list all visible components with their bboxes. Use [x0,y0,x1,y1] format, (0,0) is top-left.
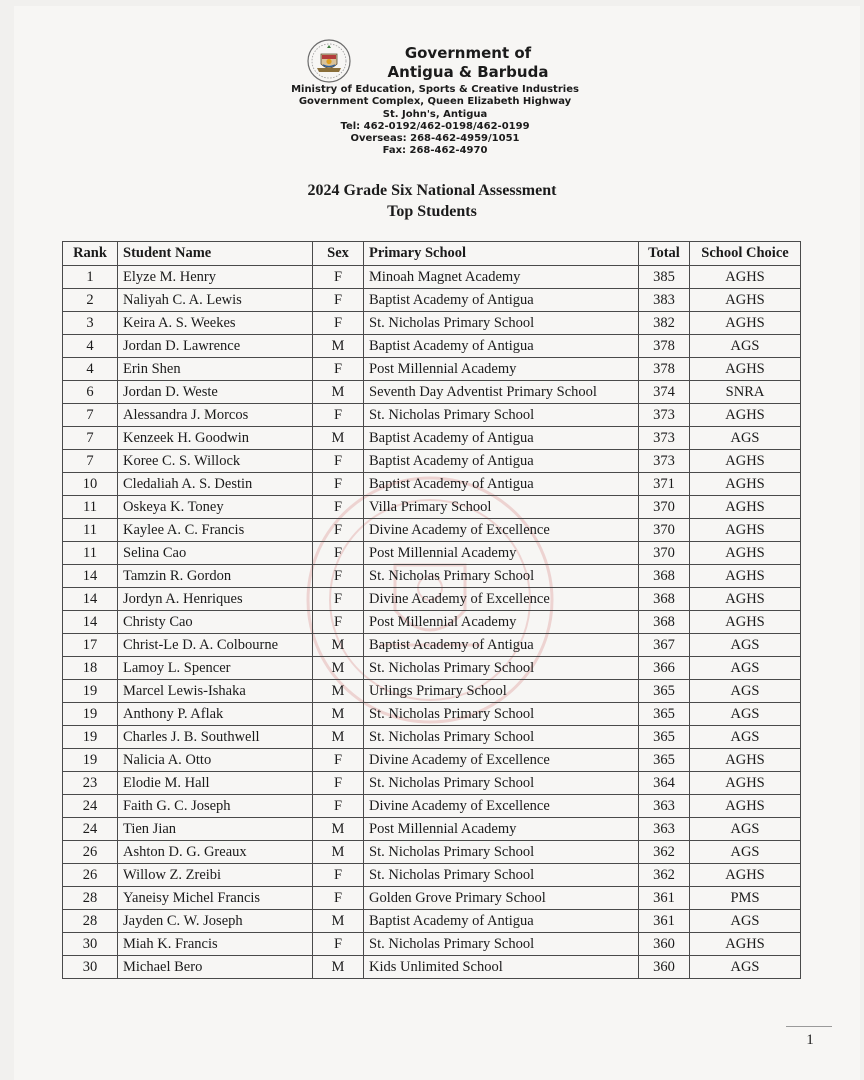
ministry-name: Ministry of Education, Sports & Creative Industries [291,84,579,95]
table-row [63,772,801,795]
cell-total: 361 [639,887,690,910]
cell-rank: 19 [63,703,118,726]
cell-rank: 17 [63,634,118,657]
cell-school-choice: AGHS [690,565,801,588]
cell-primary-school: St. Nicholas Primary School [364,312,639,335]
cell-school-choice: AGS [690,634,801,657]
cell-sex: F [313,795,364,818]
cell-total: 363 [639,795,690,818]
cell-total: 382 [639,312,690,335]
table-row [63,312,801,335]
cell-student-name: Michael Bero [118,956,313,979]
cell-student-name: Ashton D. G. Greaux [118,841,313,864]
cell-sex: M [313,818,364,841]
table-row [63,680,801,703]
cell-sex: F [313,772,364,795]
cell-sex: M [313,841,364,864]
cell-sex: F [313,749,364,772]
assessment-subtitle: Top Students [387,203,477,220]
cell-primary-school: Baptist Academy of Antigua [364,450,639,473]
cell-student-name: Jordan D. Lawrence [118,335,313,358]
cell-school-choice: AGHS [690,933,801,956]
cell-rank: 26 [63,841,118,864]
cell-sex: F [313,887,364,910]
footer-divider [786,1026,832,1027]
table-row [63,496,801,519]
cell-sex: F [313,864,364,887]
cell-primary-school: Seventh Day Adventist Primary School [364,381,639,404]
table-row [63,358,801,381]
cell-primary-school: Baptist Academy of Antigua [364,910,639,933]
cell-rank: 4 [63,358,118,381]
cell-school-choice: AGS [690,910,801,933]
table-row [63,542,801,565]
header-school-choice: School Choice [690,242,801,266]
table-row [63,634,801,657]
cell-rank: 19 [63,749,118,772]
cell-rank: 11 [63,542,118,565]
table-row [63,611,801,634]
cell-sex: M [313,381,364,404]
cell-primary-school: Urlings Primary School [364,680,639,703]
ministry-contact-block [270,84,600,158]
address-line-1: Government Complex, Queen Elizabeth Highway [298,96,572,108]
cell-student-name: Christy Cao [118,611,313,634]
cell-student-name: Yaneisy Michel Francis [118,887,313,910]
header-total: Total [639,242,690,266]
cell-school-choice: AGHS [690,519,801,542]
cell-rank: 6 [63,381,118,404]
cell-primary-school: Baptist Academy of Antigua [364,289,639,312]
fax: Fax: 268-462-4970 [382,145,488,157]
cell-student-name: Kenzeek H. Goodwin [118,427,313,450]
cell-student-name: Jordyn A. Henriques [118,588,313,611]
cell-total: 360 [639,933,690,956]
cell-primary-school: Post Millennial Academy [364,358,639,381]
cell-sex: F [313,565,364,588]
cell-school-choice: PMS [690,887,801,910]
cell-total: 365 [639,749,690,772]
cell-sex: F [313,542,364,565]
cell-primary-school: Kids Unlimited School [364,956,639,979]
cell-sex: F [313,473,364,496]
table-row [63,749,801,772]
cell-total: 367 [639,634,690,657]
cell-sex: M [313,956,364,979]
table-row [63,657,801,680]
header-sex: Sex [313,242,364,266]
table-row [63,565,801,588]
cell-school-choice: AGS [690,427,801,450]
cell-student-name: Willow Z. Zreibi [118,864,313,887]
cell-sex: F [313,519,364,542]
cell-rank: 26 [63,864,118,887]
government-line-1: Government of [404,44,532,62]
cell-total: 368 [639,565,690,588]
table-row [63,910,801,933]
cell-rank: 24 [63,795,118,818]
cell-primary-school: Divine Academy of Excellence [364,749,639,772]
top-students-table [62,241,801,979]
cell-total: 378 [639,358,690,381]
cell-sex: F [313,450,364,473]
table-row [63,933,801,956]
cell-total: 383 [639,289,690,312]
government-title [368,44,568,82]
table-row [63,473,801,496]
cell-school-choice: AGHS [690,289,801,312]
cell-student-name: Keira A. S. Weekes [118,312,313,335]
cell-primary-school: St. Nicholas Primary School [364,933,639,956]
cell-primary-school: Villa Primary School [364,496,639,519]
cell-rank: 28 [63,910,118,933]
cell-student-name: Elodie M. Hall [118,772,313,795]
table-header-row [63,242,801,266]
cell-school-choice: AGHS [690,588,801,611]
cell-school-choice: AGHS [690,795,801,818]
table-row [63,956,801,979]
cell-rank: 4 [63,335,118,358]
table-row [63,795,801,818]
cell-school-choice: AGS [690,726,801,749]
cell-student-name: Jayden C. W. Joseph [118,910,313,933]
cell-total: 365 [639,703,690,726]
cell-primary-school: St. Nicholas Primary School [364,726,639,749]
cell-rank: 30 [63,956,118,979]
cell-rank: 14 [63,611,118,634]
assessment-title: 2024 Grade Six National Assessment [307,182,557,199]
table-row [63,335,801,358]
cell-sex: F [313,496,364,519]
cell-primary-school: Baptist Academy of Antigua [364,427,639,450]
table-row [63,450,801,473]
cell-rank: 19 [63,726,118,749]
header-rank: Rank [63,242,118,266]
cell-primary-school: Post Millennial Academy [364,542,639,565]
cell-primary-school: Baptist Academy of Antigua [364,634,639,657]
cell-total: 364 [639,772,690,795]
address-line-2: St. John's, Antigua [382,108,488,120]
cell-sex: F [313,588,364,611]
cell-student-name: Naliyah C. A. Lewis [118,289,313,312]
cell-rank: 14 [63,588,118,611]
cell-school-choice: AGHS [690,312,801,335]
cell-total: 362 [639,841,690,864]
cell-school-choice: AGS [690,335,801,358]
cell-student-name: Tamzin R. Gordon [118,565,313,588]
table-row [63,703,801,726]
cell-total: 373 [639,404,690,427]
cell-primary-school: St. Nicholas Primary School [364,657,639,680]
cell-primary-school: Divine Academy of Excellence [364,795,639,818]
cell-student-name: Koree C. S. Willock [118,450,313,473]
cell-school-choice: AGHS [690,358,801,381]
table-row [63,588,801,611]
cell-school-choice: AGS [690,818,801,841]
cell-school-choice: SNRA [690,381,801,404]
cell-student-name: Christ-Le D. A. Colbourne [118,634,313,657]
cell-rank: 24 [63,818,118,841]
header-primary-school: Primary School [364,242,639,266]
cell-primary-school: St. Nicholas Primary School [364,841,639,864]
overseas-phone: Overseas: 268-462-4959/1051 [350,133,520,145]
cell-rank: 14 [63,565,118,588]
cell-primary-school: St. Nicholas Primary School [364,772,639,795]
cell-rank: 2 [63,289,118,312]
cell-school-choice: AGS [690,680,801,703]
table-row [63,818,801,841]
table-row [63,726,801,749]
cell-school-choice: AGHS [690,496,801,519]
cell-sex: M [313,427,364,450]
cell-primary-school: Golden Grove Primary School [364,887,639,910]
cell-rank: 23 [63,772,118,795]
table-body [63,266,801,979]
cell-school-choice: AGHS [690,473,801,496]
cell-school-choice: AGS [690,657,801,680]
cell-primary-school: Post Millennial Academy [364,818,639,841]
cell-sex: M [313,726,364,749]
telephone: Tel: 462-0192/462-0198/462-0199 [340,120,530,132]
cell-sex: M [313,657,364,680]
cell-total: 373 [639,450,690,473]
cell-school-choice: AGHS [690,864,801,887]
cell-rank: 10 [63,473,118,496]
cell-total: 365 [639,680,690,703]
header-student-name: Student Name [118,242,313,266]
cell-primary-school: St. Nicholas Primary School [364,565,639,588]
cell-total: 368 [639,611,690,634]
table-row [63,266,801,289]
table-row [63,427,801,450]
table-row [63,519,801,542]
cell-rank: 30 [63,933,118,956]
cell-student-name: Kaylee A. C. Francis [118,519,313,542]
table-row [63,381,801,404]
cell-primary-school: Divine Academy of Excellence [364,588,639,611]
cell-school-choice: AGHS [690,542,801,565]
cell-school-choice: AGHS [690,266,801,289]
cell-student-name: Alessandra J. Morcos [118,404,313,427]
cell-student-name: Charles J. B. Southwell [118,726,313,749]
cell-total: 370 [639,542,690,565]
cell-total: 368 [639,588,690,611]
cell-total: 362 [639,864,690,887]
cell-sex: M [313,910,364,933]
cell-sex: M [313,680,364,703]
cell-school-choice: AGS [690,841,801,864]
cell-student-name: Elyze M. Henry [118,266,313,289]
cell-primary-school: Post Millennial Academy [364,611,639,634]
cell-total: 385 [639,266,690,289]
cell-rank: 19 [63,680,118,703]
cell-rank: 3 [63,312,118,335]
cell-student-name: Selina Cao [118,542,313,565]
cell-school-choice: AGS [690,703,801,726]
cell-school-choice: AGHS [690,404,801,427]
cell-primary-school: St. Nicholas Primary School [364,703,639,726]
cell-sex: F [313,312,364,335]
cell-rank: 1 [63,266,118,289]
cell-student-name: Nalicia A. Otto [118,749,313,772]
cell-sex: F [313,289,364,312]
cell-sex: F [313,611,364,634]
cell-total: 365 [639,726,690,749]
cell-school-choice: AGHS [690,450,801,473]
cell-school-choice: AGHS [690,611,801,634]
cell-sex: F [313,404,364,427]
cell-total: 370 [639,519,690,542]
cell-total: 363 [639,818,690,841]
cell-student-name: Faith G. C. Joseph [118,795,313,818]
cell-student-name: Erin Shen [118,358,313,381]
cell-primary-school: Baptist Academy of Antigua [364,335,639,358]
document-title [220,180,644,222]
government-line-2: Antigua & Barbuda [387,63,549,81]
cell-student-name: Tien Jian [118,818,313,841]
cell-rank: 18 [63,657,118,680]
cell-rank: 7 [63,404,118,427]
cell-school-choice: AGS [690,956,801,979]
cell-student-name: Lamoy L. Spencer [118,657,313,680]
cell-student-name: Cledaliah A. S. Destin [118,473,313,496]
cell-total: 366 [639,657,690,680]
cell-student-name: Oskeya K. Toney [118,496,313,519]
cell-student-name: Jordan D. Weste [118,381,313,404]
table-row [63,864,801,887]
cell-sex: F [313,933,364,956]
cell-student-name: Miah K. Francis [118,933,313,956]
cell-student-name: Marcel Lewis-Ishaka [118,680,313,703]
cell-total: 371 [639,473,690,496]
table-row [63,404,801,427]
cell-rank: 11 [63,519,118,542]
cell-sex: F [313,266,364,289]
cell-sex: M [313,335,364,358]
cell-primary-school: St. Nicholas Primary School [364,404,639,427]
cell-rank: 11 [63,496,118,519]
cell-total: 378 [639,335,690,358]
cell-school-choice: AGHS [690,749,801,772]
coat-of-arms-icon [306,38,352,84]
table-row [63,841,801,864]
cell-rank: 7 [63,427,118,450]
cell-rank: 7 [63,450,118,473]
cell-total: 361 [639,910,690,933]
table-row [63,289,801,312]
cell-primary-school: Minoah Magnet Academy [364,266,639,289]
cell-sex: F [313,358,364,381]
cell-school-choice: AGHS [690,772,801,795]
cell-total: 373 [639,427,690,450]
cell-sex: M [313,703,364,726]
cell-student-name: Anthony P. Aflak [118,703,313,726]
cell-sex: M [313,634,364,657]
page-number: 1 [806,1032,814,1048]
cell-primary-school: Baptist Academy of Antigua [364,473,639,496]
cell-rank: 28 [63,887,118,910]
cell-total: 374 [639,381,690,404]
cell-primary-school: St. Nicholas Primary School [364,864,639,887]
table-row [63,887,801,910]
cell-total: 370 [639,496,690,519]
cell-primary-school: Divine Academy of Excellence [364,519,639,542]
cell-total: 360 [639,956,690,979]
